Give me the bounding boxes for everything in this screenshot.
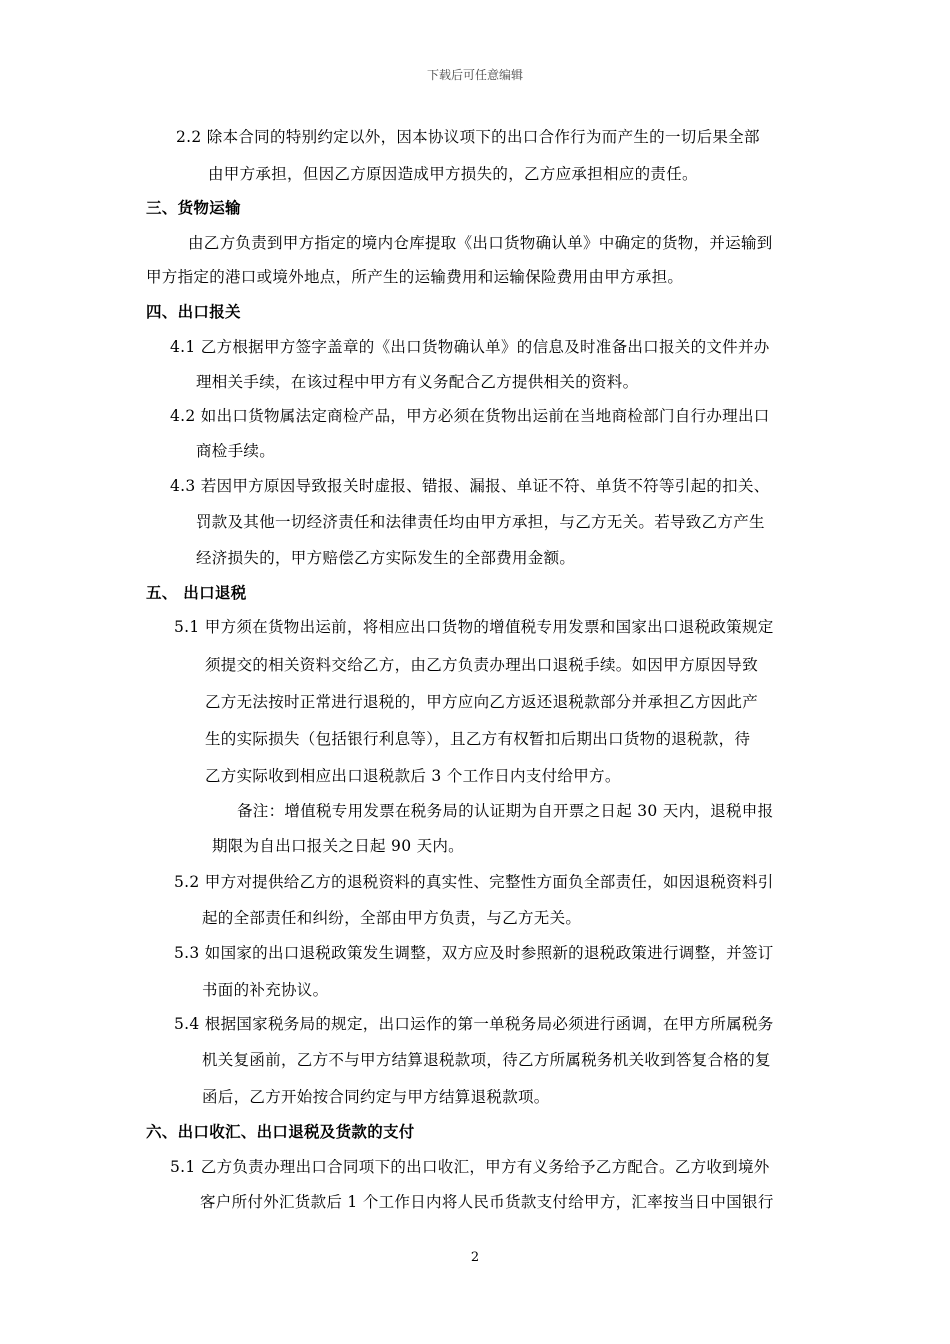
section-3-line-2: 甲方指定的港口或境外地点，所产生的运输费用和运输保险费用由甲方承担。 <box>146 268 684 286</box>
clause-4-3-line-3: 经济损失的，甲方赔偿乙方实际发生的全部费用金额。 <box>196 549 576 567</box>
clause-5-3-line-1: 5.3 如国家的出口退税政策发生调整，双方应及时参照新的退税政策进行调整，并签订 <box>174 944 774 962</box>
clause-5-4-line-2: 机关复函前，乙方不与甲方结算退税款项，待乙方所属税务机关收到答复合格的复 <box>202 1051 771 1069</box>
clause-5-1-line-2: 须提交的相关资料交给乙方，由乙方负责办理出口退税手续。如因甲方原因导致 <box>205 656 759 674</box>
clause-5-1-line-4: 生的实际损失（包括银行利息等），且乙方有权暂扣后期出口货物的退税款，待 <box>205 730 751 748</box>
clause-4-2-line-1: 4.2 如出口货物属法定商检产品，甲方必须在货物出运前在当地商检部门自行办理出口 <box>170 407 770 425</box>
note-line-2: 期限为自出口报关之日起 90 天内。 <box>212 837 464 855</box>
clause-6-1-line-1: 5.1 乙方负责办理出口合同项下的出口收汇，甲方有义务给予乙方配合。乙方收到境外 <box>170 1158 770 1176</box>
page-number: 2 <box>470 1250 480 1265</box>
clause-5-4-line-1: 5.4 根据国家税务局的规定，出口运作的第一单税务局必须进行函调，在甲方所属税务 <box>174 1015 774 1033</box>
clause-4-2-line-2: 商检手续。 <box>196 442 276 460</box>
page-header: 下载后可任意编辑 <box>426 68 523 82</box>
clause-4-1-line-1: 4.1 乙方根据甲方签字盖章的《出口货物确认单》的信息及时准备出口报关的文件并办 <box>170 338 770 356</box>
section-heading-6: 六、出口收汇、出口退税及货款的支付 <box>146 1122 415 1141</box>
clause-5-1-line-5: 乙方实际收到相应出口退税款后 3 个工作日内支付给甲方。 <box>205 767 621 785</box>
clause-5-1-line-1: 5.1 甲方须在货物出运前，将相应出口货物的增值税专用发票和国家出口退税政策规定 <box>174 618 774 636</box>
clause-5-2-line-1: 5.2 甲方对提供给乙方的退税资料的真实性、完整性方面负全部责任，如因退税资料引 <box>174 873 774 891</box>
section-heading-5: 五、 出口退税 <box>146 583 247 602</box>
clause-5-3-line-2: 书面的补充协议。 <box>202 981 329 999</box>
note-line-1: 备注：增值税专用发票在税务局的认证期为自开票之日起 30 天内，退税申报 <box>237 802 774 820</box>
clause-5-1-line-3: 乙方无法按时正常进行退税的，甲方应向乙方返还退税款部分并承担乙方因此产 <box>205 693 759 711</box>
clause-6-1-line-2: 客户所付外汇货款后 1 个工作日内将人民币货款支付给甲方，汇率按当日中国银行 <box>200 1193 774 1211</box>
clause-4-1-line-2: 理相关手续，在该过程中甲方有义务配合乙方提供相关的资料。 <box>196 373 639 391</box>
clause-5-4-line-3: 函后，乙方开始按合同约定与甲方结算退税款项。 <box>202 1088 550 1106</box>
section-heading-4: 四、出口报关 <box>146 302 241 321</box>
clause-2-2-line-2: 由甲方承担，但因乙方原因造成甲方损失的，乙方应承担相应的责任。 <box>208 165 698 183</box>
clause-5-2-line-2: 起的全部责任和纠纷，全部由甲方负责，与乙方无关。 <box>202 909 582 927</box>
section-heading-3: 三、货物运输 <box>146 198 241 217</box>
clause-4-3-line-1: 4.3 若因甲方原因导致报关时虚报、错报、漏报、单证不符、单货不符等引起的扣关、 <box>170 477 770 495</box>
clause-4-3-line-2: 罚款及其他一切经济责任和法律责任均由甲方承担，与乙方无关。若导致乙方产生 <box>196 513 765 531</box>
clause-2-2-line-1: 2.2 除本合同的特别约定以外，因本协议项下的出口合作行为而产生的一切后果全部 <box>176 128 760 146</box>
section-3-line-1: 由乙方负责到甲方指定的境内仓库提取《出口货物确认单》中确定的货物，并运输到 <box>188 234 773 252</box>
